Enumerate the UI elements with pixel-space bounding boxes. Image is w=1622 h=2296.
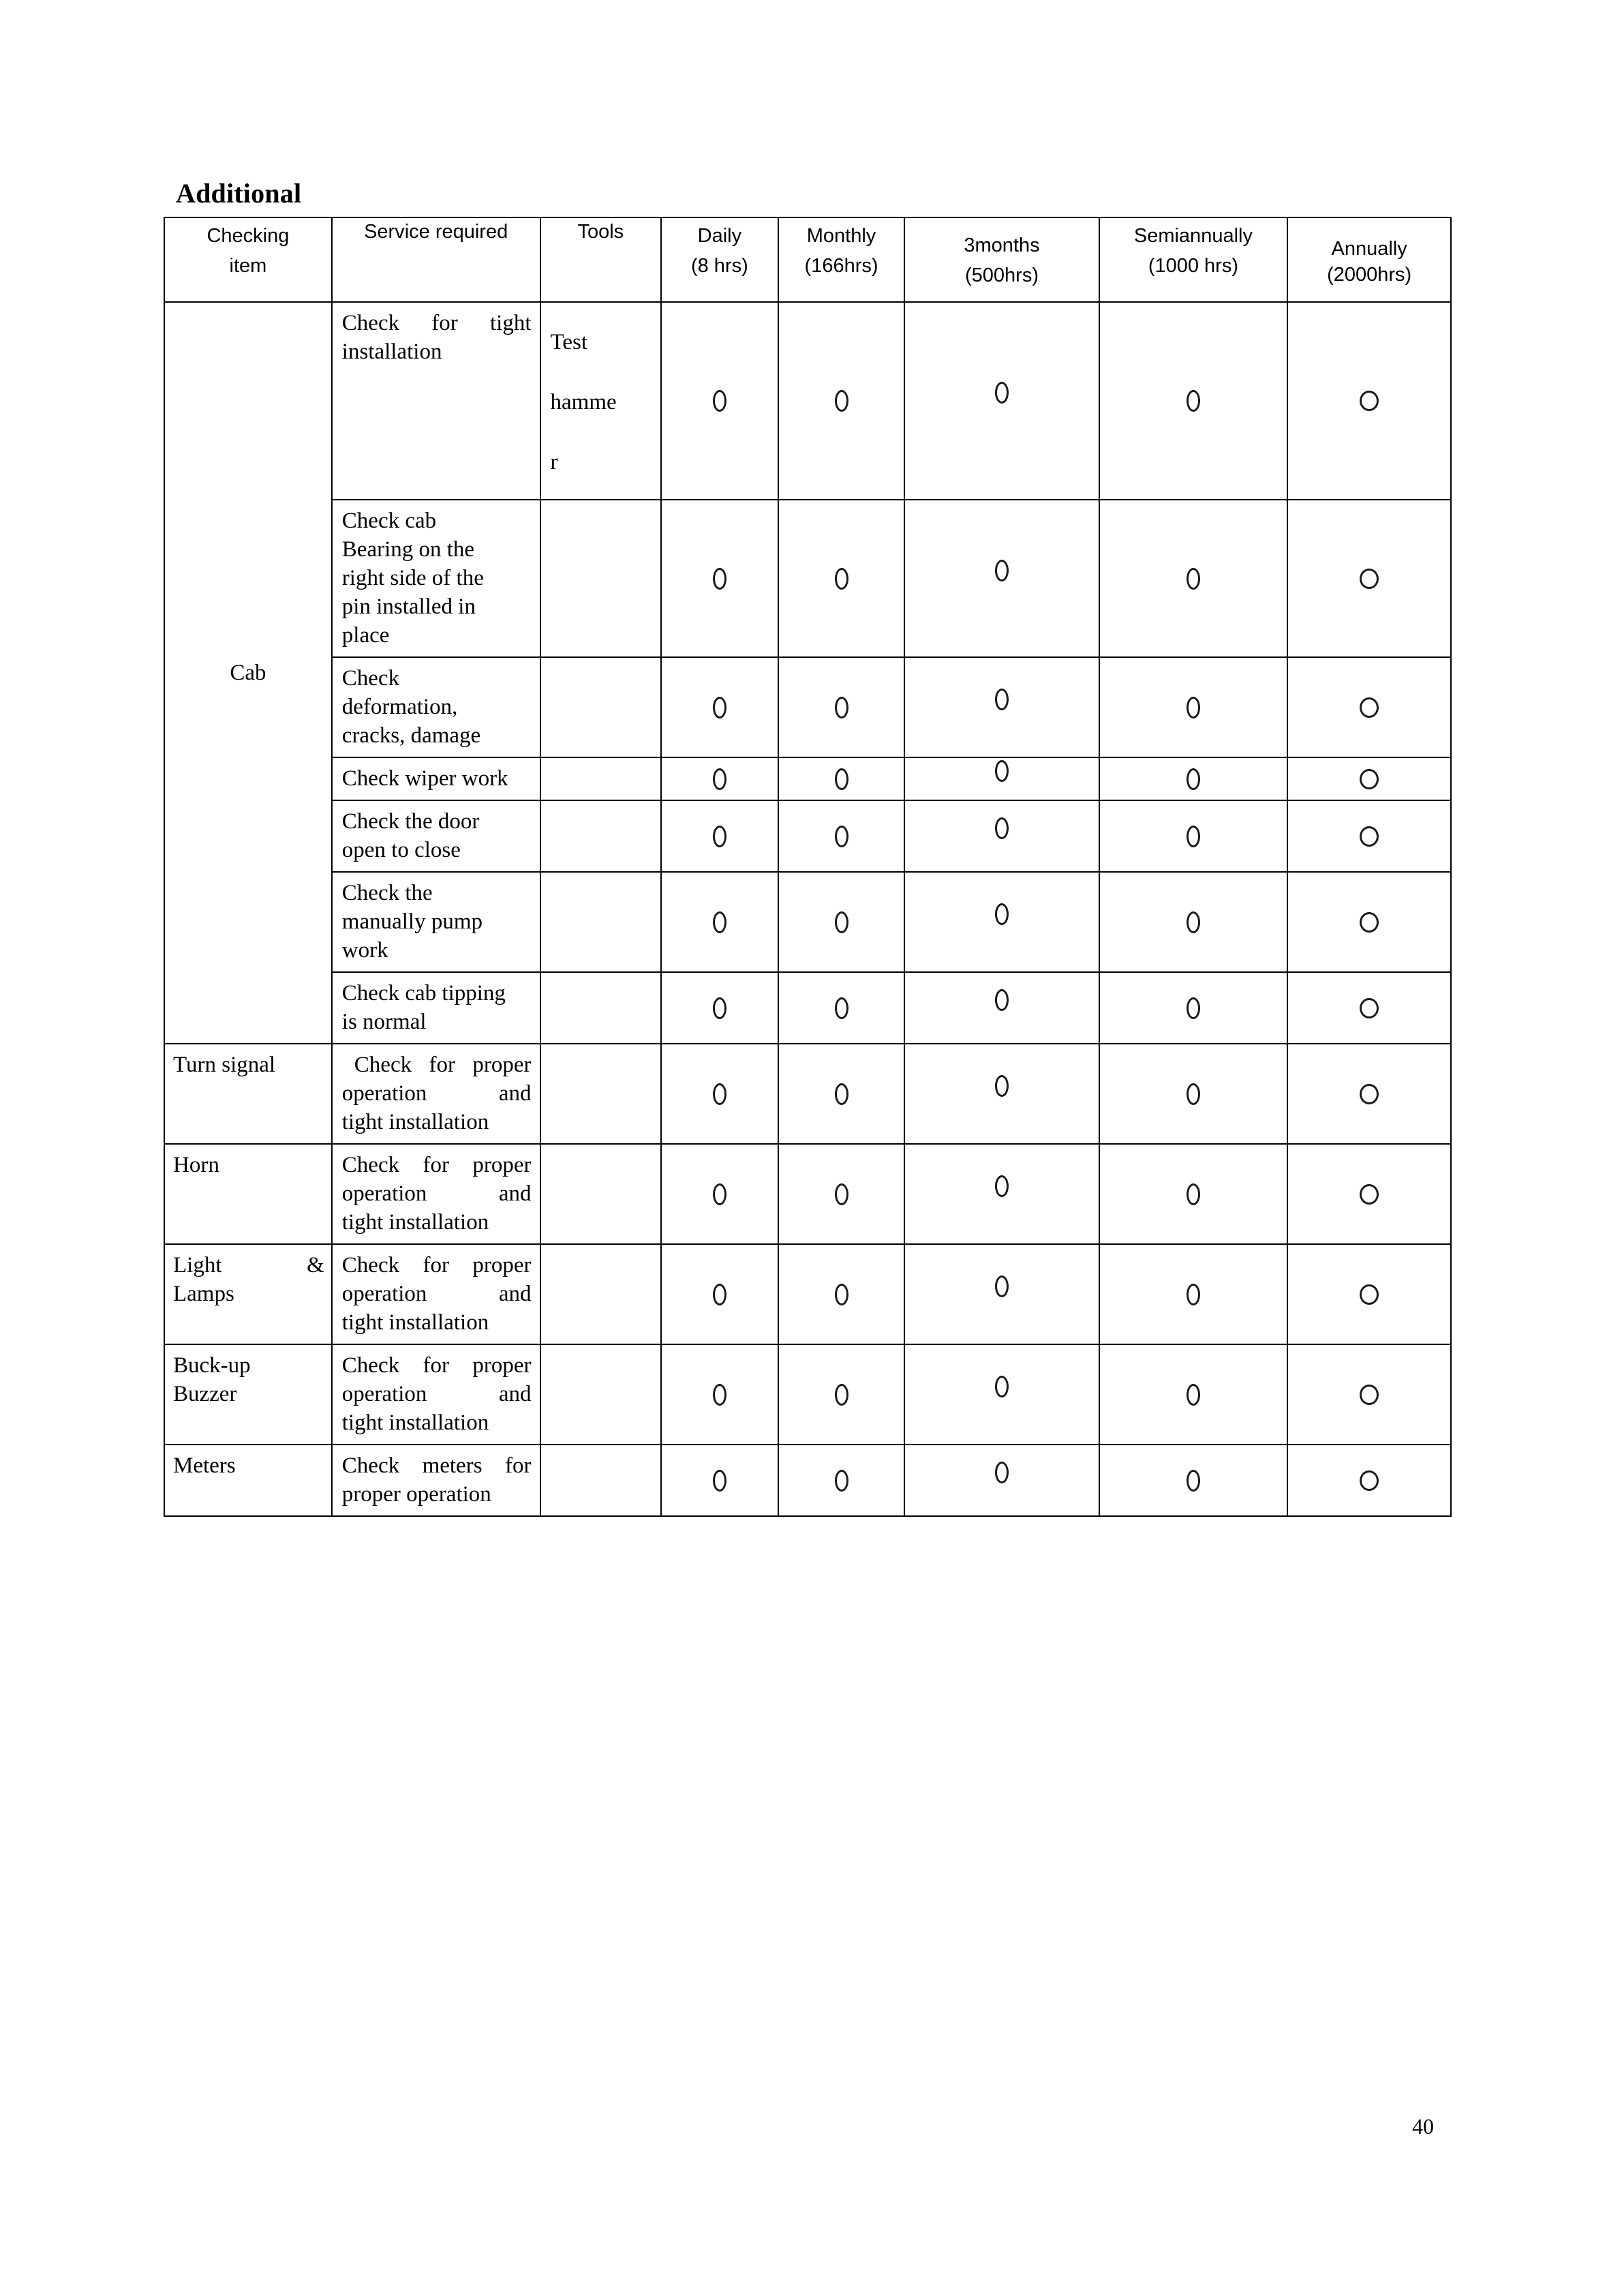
checking-item-label: Buck-up xyxy=(173,1353,251,1378)
column-header-tools xyxy=(540,217,662,302)
checking-item-cell xyxy=(164,1445,332,1516)
mark-daily-cell xyxy=(661,1445,778,1516)
column-header-checking-item xyxy=(164,217,332,302)
tools-cell xyxy=(540,1044,662,1144)
tools-cell xyxy=(540,1144,662,1244)
circle-marker-icon xyxy=(1187,911,1200,933)
service-line: tight installation xyxy=(341,1110,489,1134)
circle-marker-icon xyxy=(995,989,1009,1011)
circle-marker-icon xyxy=(1360,769,1379,789)
circle-marker-icon xyxy=(1360,826,1379,847)
service-line: proper operation xyxy=(341,1482,491,1507)
column-header-daily xyxy=(661,217,778,302)
circle-marker-icon xyxy=(995,382,1009,404)
circle-marker-icon xyxy=(713,911,726,933)
service-line: Check the door xyxy=(341,809,480,834)
circle-marker-icon xyxy=(713,1470,726,1492)
circle-marker-icon xyxy=(835,1470,848,1492)
circle-marker-icon xyxy=(1187,697,1200,719)
circle-marker-icon xyxy=(1187,826,1200,847)
mark-daily-cell xyxy=(661,1344,778,1445)
tools-line: hamme xyxy=(550,390,617,414)
service-line: Check wiper work xyxy=(341,766,508,791)
checking-item-line2: item xyxy=(229,255,267,277)
table-header xyxy=(164,217,1451,302)
mark-monthly-cell xyxy=(778,302,905,500)
circle-marker-icon xyxy=(713,1384,726,1406)
mark-monthly-cell xyxy=(778,872,905,972)
circle-marker-icon xyxy=(1360,697,1379,718)
checking-item-label: Cab xyxy=(230,661,266,685)
monthly-line1: Monthly xyxy=(806,225,876,247)
table-row xyxy=(164,872,1451,972)
service-line: manually pump xyxy=(341,909,483,934)
circle-marker-icon xyxy=(1360,1084,1379,1104)
table-row xyxy=(164,1244,1451,1344)
column-header-annually xyxy=(1287,217,1451,302)
checking-item-label: Meters xyxy=(173,1453,236,1478)
annually-line1: Annually xyxy=(1331,238,1407,260)
circle-marker-icon xyxy=(835,997,848,1019)
checking-item-cell xyxy=(164,1144,332,1244)
mark-monthly-cell xyxy=(778,972,905,1044)
circle-marker-icon xyxy=(835,1284,848,1305)
service-line: work xyxy=(341,938,388,963)
service-line: Check the xyxy=(341,881,433,905)
table-row xyxy=(164,1044,1451,1144)
tools-cell xyxy=(540,757,662,800)
circle-marker-icon xyxy=(1187,390,1200,412)
circle-marker-icon xyxy=(713,997,726,1019)
circle-marker-icon xyxy=(835,1083,848,1105)
mark-monthly-cell xyxy=(778,500,905,657)
mark-monthly-cell xyxy=(778,1344,905,1445)
three-months-line2: (500hrs) xyxy=(965,265,1039,286)
service-required-cell xyxy=(332,1445,540,1516)
circle-marker-icon xyxy=(1187,568,1200,590)
mark-annually-cell xyxy=(1287,302,1451,500)
mark-three-months-cell xyxy=(904,1144,1099,1244)
circle-marker-icon xyxy=(1360,1470,1379,1491)
service-required-cell xyxy=(332,657,540,757)
circle-marker-icon xyxy=(995,1376,1009,1398)
maintenance-schedule-table xyxy=(164,217,1452,1517)
table-row xyxy=(164,500,1451,657)
mark-three-months-cell xyxy=(904,800,1099,872)
circle-marker-icon xyxy=(713,1183,726,1205)
mark-daily-cell xyxy=(661,1144,778,1244)
service-line: tight installation xyxy=(341,1410,489,1435)
service-required-cell xyxy=(332,302,540,500)
semiannually-line2: (1000 hrs) xyxy=(1148,255,1238,277)
service-line: installation xyxy=(341,339,442,364)
table-row xyxy=(164,302,1451,500)
tools-cell xyxy=(540,1344,662,1445)
checking-item-line1: Checking xyxy=(206,225,290,247)
mark-monthly-cell xyxy=(778,1144,905,1244)
circle-marker-icon xyxy=(835,768,848,790)
checking-item-label: Buzzer xyxy=(173,1382,237,1406)
service-required-cell xyxy=(332,1144,540,1244)
mark-daily-cell xyxy=(661,500,778,657)
service-required-cell xyxy=(332,1044,540,1144)
checking-item-label: Lamps xyxy=(173,1282,234,1306)
mark-daily-cell xyxy=(661,1044,778,1144)
circle-marker-icon xyxy=(995,817,1009,839)
circle-marker-icon xyxy=(1187,1183,1200,1205)
tools-cell xyxy=(540,657,662,757)
column-header-three-months xyxy=(904,217,1099,302)
mark-semiannually-cell xyxy=(1099,1244,1288,1344)
mark-semiannually-cell xyxy=(1099,800,1288,872)
circle-marker-icon xyxy=(995,689,1009,710)
circle-marker-icon xyxy=(995,1075,1009,1097)
circle-marker-icon xyxy=(713,697,726,719)
service-required-cell xyxy=(332,757,540,800)
page-title: Additional xyxy=(176,178,302,209)
mark-three-months-cell xyxy=(904,757,1099,800)
service-line: Check for proper xyxy=(354,1053,532,1077)
circle-marker-icon xyxy=(713,568,726,590)
service-line: tight installation xyxy=(341,1310,489,1335)
monthly-line2: (166hrs) xyxy=(804,255,878,277)
mark-daily-cell xyxy=(661,972,778,1044)
service-line: operation and xyxy=(341,1081,532,1106)
mark-annually-cell xyxy=(1287,972,1451,1044)
mark-annually-cell xyxy=(1287,657,1451,757)
circle-marker-icon xyxy=(995,760,1009,782)
mark-annually-cell xyxy=(1287,1244,1451,1344)
mark-monthly-cell xyxy=(778,757,905,800)
mark-annually-cell xyxy=(1287,800,1451,872)
mark-semiannually-cell xyxy=(1099,302,1288,500)
checking-item-cell xyxy=(164,1344,332,1445)
circle-marker-icon xyxy=(835,911,848,933)
service-line: operation and xyxy=(341,1282,532,1306)
service-required-cell xyxy=(332,800,540,872)
tools-cell xyxy=(540,972,662,1044)
mark-semiannually-cell xyxy=(1099,1144,1288,1244)
circle-marker-icon xyxy=(1187,997,1200,1019)
circle-marker-icon xyxy=(713,768,726,790)
circle-marker-icon xyxy=(1360,569,1379,589)
service-line: Bearing on the xyxy=(341,537,475,562)
circle-marker-icon xyxy=(1360,1184,1379,1205)
service-line: Check for proper xyxy=(341,1253,532,1278)
service-required-cell xyxy=(332,1344,540,1445)
tools-cell xyxy=(540,872,662,972)
mark-three-months-cell xyxy=(904,500,1099,657)
mark-daily-cell xyxy=(661,757,778,800)
mark-semiannually-cell xyxy=(1099,757,1288,800)
service-line: Check for tight xyxy=(341,311,532,335)
table-header-row xyxy=(164,217,1451,302)
mark-monthly-cell xyxy=(778,1244,905,1344)
mark-annually-cell xyxy=(1287,872,1451,972)
circle-marker-icon xyxy=(835,697,848,719)
service-line: deformation, xyxy=(341,695,458,719)
circle-marker-icon xyxy=(835,390,848,412)
table-row xyxy=(164,1344,1451,1445)
mark-annually-cell xyxy=(1287,757,1451,800)
service-line: right side of the xyxy=(341,566,484,590)
service-line: pin installed in xyxy=(341,594,476,619)
tools-line: r xyxy=(550,450,558,474)
mark-semiannually-cell xyxy=(1099,1344,1288,1445)
three-months-line1: 3months xyxy=(964,235,1040,256)
mark-annually-cell xyxy=(1287,500,1451,657)
circle-marker-icon xyxy=(1360,1385,1379,1405)
service-required-cell xyxy=(332,972,540,1044)
service-required-cell xyxy=(332,1244,540,1344)
circle-marker-icon xyxy=(1187,1083,1200,1105)
daily-line2: (8 hrs) xyxy=(690,255,748,277)
circle-marker-icon xyxy=(1187,1284,1200,1305)
circle-marker-icon xyxy=(1187,768,1200,790)
checking-item-label: Light & xyxy=(173,1253,324,1278)
tools-label: Tools xyxy=(577,221,624,243)
mark-annually-cell xyxy=(1287,1445,1451,1516)
tools-cell xyxy=(540,500,662,657)
mark-daily-cell xyxy=(661,302,778,500)
column-header-semiannually xyxy=(1099,217,1288,302)
mark-annually-cell xyxy=(1287,1144,1451,1244)
circle-marker-icon xyxy=(995,1275,1009,1297)
service-line: Check for proper xyxy=(341,1353,532,1378)
tools-cell xyxy=(540,1445,662,1516)
circle-marker-icon xyxy=(995,1175,1009,1197)
checking-item-cell xyxy=(164,302,332,1044)
mark-three-months-cell xyxy=(904,657,1099,757)
table-body xyxy=(164,302,1451,1516)
mark-three-months-cell xyxy=(904,1344,1099,1445)
circle-marker-icon xyxy=(995,903,1009,925)
circle-marker-icon xyxy=(995,560,1009,581)
circle-marker-icon xyxy=(713,1284,726,1305)
column-header-monthly xyxy=(778,217,905,302)
mark-three-months-cell xyxy=(904,1445,1099,1516)
circle-marker-icon xyxy=(835,826,848,847)
checking-item-label: Horn xyxy=(173,1153,219,1177)
service-line: operation and xyxy=(341,1181,532,1206)
service-line: Check cab xyxy=(341,509,437,533)
tools-cell xyxy=(540,1244,662,1344)
table-row xyxy=(164,757,1451,800)
mark-three-months-cell xyxy=(904,1244,1099,1344)
service-line: Check cab tipping xyxy=(341,981,506,1006)
mark-monthly-cell xyxy=(778,1445,905,1516)
circle-marker-icon xyxy=(835,568,848,590)
circle-marker-icon xyxy=(1360,998,1379,1018)
mark-semiannually-cell xyxy=(1099,872,1288,972)
table-row xyxy=(164,1445,1451,1516)
checking-item-cell xyxy=(164,1044,332,1144)
service-line: open to close xyxy=(341,838,461,862)
mark-semiannually-cell xyxy=(1099,1044,1288,1144)
mark-daily-cell xyxy=(661,800,778,872)
mark-daily-cell xyxy=(661,1244,778,1344)
circle-marker-icon xyxy=(713,1083,726,1105)
tools-line: Test xyxy=(550,330,588,354)
service-required-label: Service required xyxy=(364,221,508,243)
column-header-service-required xyxy=(332,217,540,302)
circle-marker-icon xyxy=(1360,391,1379,411)
mark-annually-cell xyxy=(1287,1044,1451,1144)
mark-monthly-cell xyxy=(778,657,905,757)
service-required-cell xyxy=(332,500,540,657)
semiannually-line1: Semiannually xyxy=(1133,225,1253,247)
service-line: Check for proper xyxy=(341,1153,532,1177)
page-number: 40 xyxy=(1412,2114,1434,2139)
circle-marker-icon xyxy=(835,1384,848,1406)
circle-marker-icon xyxy=(1187,1384,1200,1406)
annually-line2: (2000hrs) xyxy=(1327,264,1412,286)
mark-semiannually-cell xyxy=(1099,657,1288,757)
mark-three-months-cell xyxy=(904,1044,1099,1144)
checking-item-label: Turn signal xyxy=(173,1053,276,1077)
mark-three-months-cell xyxy=(904,302,1099,500)
mark-daily-cell xyxy=(661,657,778,757)
daily-line1: Daily xyxy=(697,225,742,247)
service-line: operation and xyxy=(341,1382,532,1406)
mark-monthly-cell xyxy=(778,1044,905,1144)
checking-item-cell xyxy=(164,1244,332,1344)
service-required-cell xyxy=(332,872,540,972)
table-row xyxy=(164,657,1451,757)
service-line: place xyxy=(341,623,390,648)
mark-three-months-cell xyxy=(904,972,1099,1044)
service-line: Check xyxy=(341,666,400,691)
circle-marker-icon xyxy=(1360,912,1379,933)
mark-semiannually-cell xyxy=(1099,500,1288,657)
circle-marker-icon xyxy=(835,1183,848,1205)
service-line: tight installation xyxy=(341,1210,489,1235)
mark-three-months-cell xyxy=(904,872,1099,972)
service-line: cracks, damage xyxy=(341,723,481,748)
circle-marker-icon xyxy=(995,1462,1009,1483)
service-line: Check meters for xyxy=(341,1453,532,1478)
mark-annually-cell xyxy=(1287,1344,1451,1445)
mark-daily-cell xyxy=(661,872,778,972)
tools-cell xyxy=(540,302,662,500)
circle-marker-icon xyxy=(713,390,726,412)
mark-monthly-cell xyxy=(778,800,905,872)
circle-marker-icon xyxy=(1187,1470,1200,1492)
tools-cell xyxy=(540,800,662,872)
table-row xyxy=(164,972,1451,1044)
circle-marker-icon xyxy=(713,826,726,847)
table-row xyxy=(164,1144,1451,1244)
circle-marker-icon xyxy=(1360,1284,1379,1305)
mark-semiannually-cell xyxy=(1099,972,1288,1044)
service-line: is normal xyxy=(341,1010,427,1034)
table-row xyxy=(164,800,1451,872)
mark-semiannually-cell xyxy=(1099,1445,1288,1516)
